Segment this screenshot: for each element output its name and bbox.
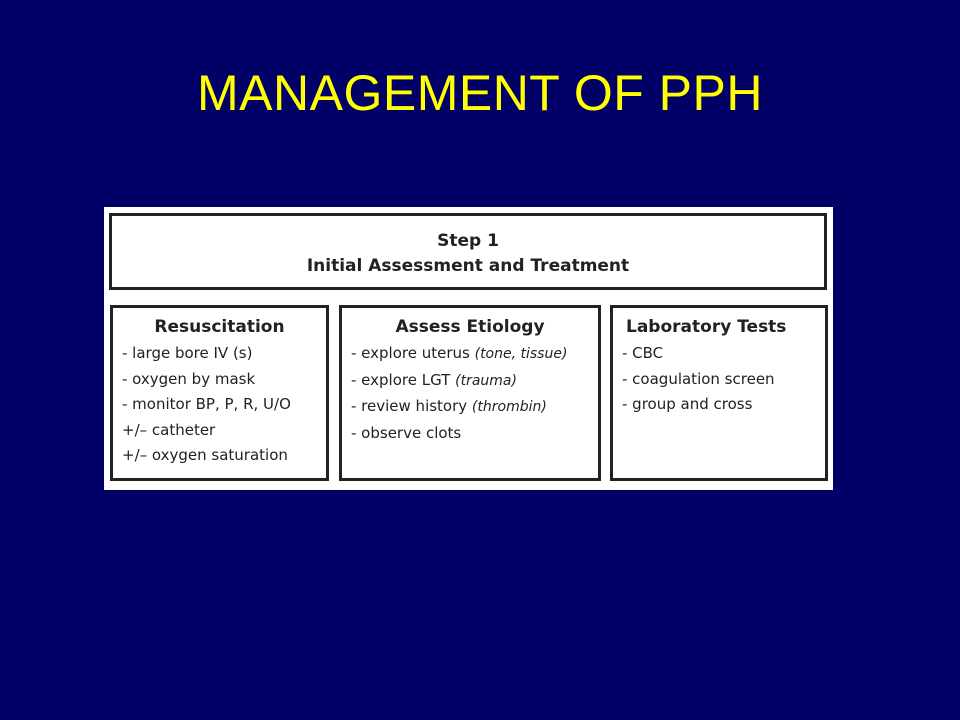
list-item: - observe clots <box>351 423 462 442</box>
item-note: (trauma) <box>455 372 517 389</box>
list-item: - review history (thrombin) <box>351 397 547 415</box>
list-item: - explore uterus (tone, tissue) <box>351 344 568 362</box>
resuscitation-box <box>110 305 329 481</box>
list-item: - monitor BP, P, R, U/O <box>122 395 291 413</box>
assess-etiology-box <box>339 305 601 481</box>
item-note: (tone, tissue) <box>474 346 568 362</box>
list-item: - coagulation screen <box>622 369 775 388</box>
laboratory-tests-heading: Laboratory Tests <box>626 317 787 337</box>
list-item: - oxygen by mask <box>122 369 256 388</box>
assess-etiology-heading: Assess Etiology <box>395 317 545 337</box>
list-item: +/– oxygen saturation <box>122 446 288 464</box>
step-1-diagram <box>104 207 833 490</box>
resuscitation-heading: Resuscitation <box>154 317 285 337</box>
list-item: - large bore IV (s) <box>122 344 253 362</box>
laboratory-tests-box <box>610 305 828 481</box>
step-heading: Initial Assessment and Treatment <box>306 256 630 276</box>
list-item: +/– catheter <box>122 420 216 439</box>
step-header-box <box>109 213 827 290</box>
list-item: - CBC <box>622 344 664 362</box>
list-item: - explore LGT (trauma) <box>351 370 517 389</box>
item-note: (thrombin) <box>471 399 547 415</box>
step-label: Step 1 <box>437 231 499 251</box>
slide-title: MANAGEMENT OF PPH <box>197 65 763 121</box>
list-item: - group and cross <box>622 395 753 413</box>
